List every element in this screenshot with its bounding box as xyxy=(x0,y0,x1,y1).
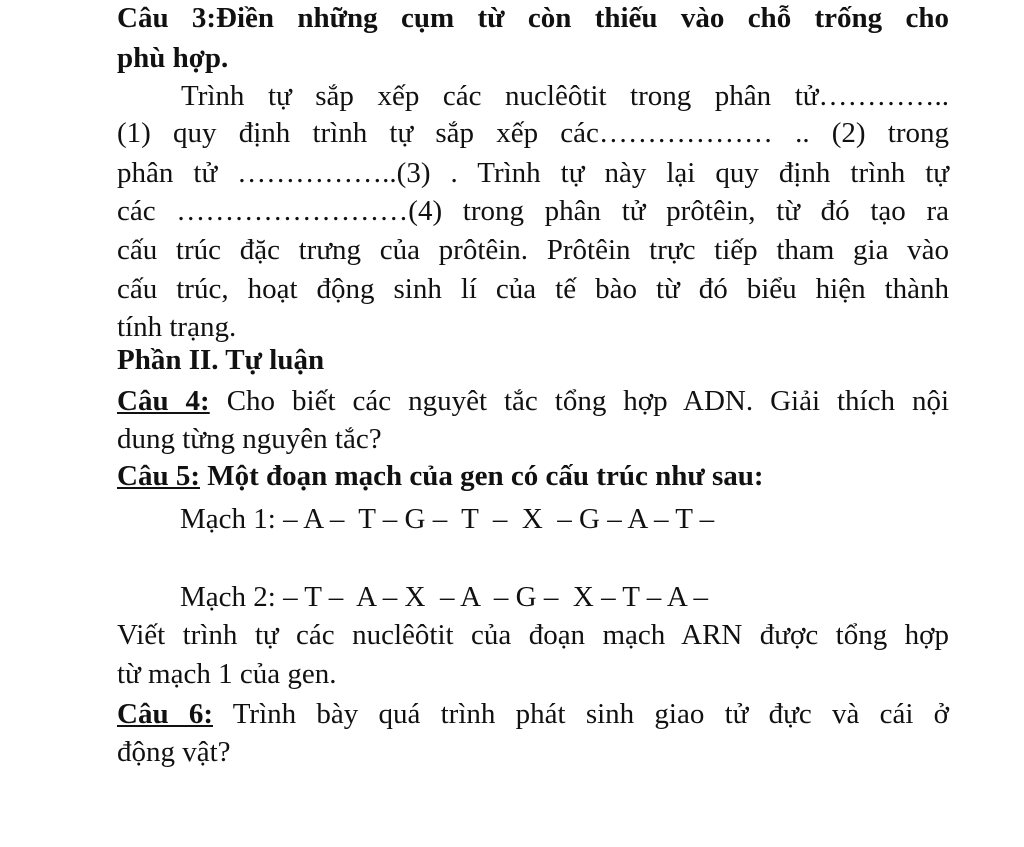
q3-text-line-4: các ……………………(4) trong phân tử prôtêin, từ đó tạo ra xyxy=(117,195,949,227)
q4-line-1 xyxy=(117,384,949,418)
q3-title-line-1: Câu 3:Điền những cụm từ còn thiếu vào chỗ trống cho xyxy=(117,2,949,34)
q5-strand-2: Mạch 2: – T – A – X – A – G – X – T – A – xyxy=(180,581,708,613)
q6-line-2: động vật? xyxy=(117,736,231,768)
q3-text-line-1: Trình tự sắp xếp các nuclêôtit trong phân tử………….. xyxy=(181,80,949,112)
q3-title-line-2: phù hợp. xyxy=(117,42,229,74)
q3-text-line-5: cấu trúc đặc trưng của prôtêin. Prôtêin trực tiếp tham gia vào xyxy=(117,234,949,266)
q3-text-line-2: (1) quy định trình tự sắp xếp các……………… .. (2) trong xyxy=(117,117,949,149)
q6-text-1: Trình bày quá trình phát sinh giao tử đực và cái ở xyxy=(212,698,949,730)
q5-question-line-1: Viết trình tự các nuclêôtit của đoạn mạch ARN được tổng hợp xyxy=(117,619,949,651)
q4-line-2: dung từng nguyên tắc? xyxy=(117,423,382,455)
q6-label: Câu 6: xyxy=(117,698,213,730)
q4-text-1: Cho biết các nguyêt tắc tổng hợp ADN. Giải thích nội xyxy=(209,385,950,417)
q3-text-line-3: phân tử ……………..(3) . Trình tự này lại quy định trình tự xyxy=(117,157,949,189)
q3-text-line-6: cấu trúc, hoạt động sinh lí của tế bào từ đó biểu hiện thành xyxy=(117,273,949,305)
q5-text: Một đoạn mạch của gen có cấu trúc như sau: xyxy=(199,460,764,492)
q5-strand-1: Mạch 1: – A – T – G – T – X – G – A – T – xyxy=(180,503,715,535)
q3-text-line-7: tính trạng. xyxy=(117,311,237,343)
q5-line-1 xyxy=(117,459,764,493)
part2-heading: Phần II. Tự luận xyxy=(117,344,325,376)
q5-label: Câu 5: xyxy=(117,460,200,492)
q6-line-1 xyxy=(117,697,949,731)
q5-question-line-2: từ mạch 1 của gen. xyxy=(117,658,337,690)
q4-label: Câu 4: xyxy=(117,385,210,417)
